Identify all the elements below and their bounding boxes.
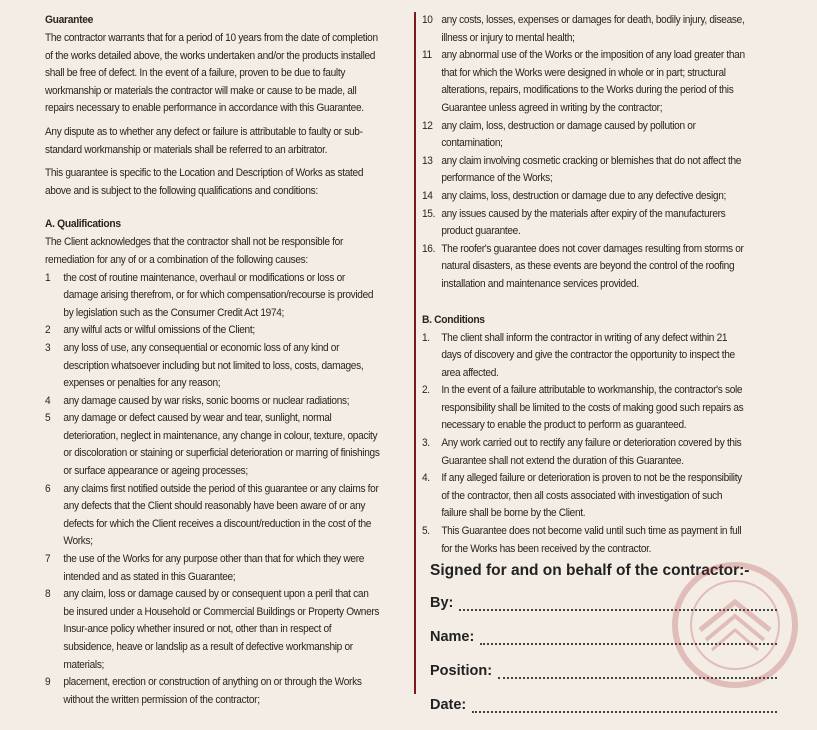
item-text: any loss of use, any consequential or economic loss of any kind or description whatsoever including but not limited to loss, costs, damages, expenses or penalties for any reason;: [63, 341, 364, 390]
item-text: any costs, losses, expenses or damages for death, bodily injury, disease, illness or injury to mental health;: [441, 14, 745, 44]
item-number: 4: [45, 394, 51, 407]
item-text: any claim, loss, destruction or damage caused by pollution or contamination;: [441, 119, 696, 150]
condition-item: [422, 435, 749, 470]
item-text: the use of the Works for any purpose other than that for which they were intended and as stated in this Guarantee;: [63, 553, 365, 583]
item-number: 11: [422, 49, 432, 62]
condition-item: [422, 382, 749, 435]
item-text: any claims first notified outside the period of this guarantee or any claims for any defects that the Client should reasonably have been aware of or any defects for which the Client receives a discount/reduction in the cost of the Works;: [63, 482, 379, 548]
guarantee-paragraph-2: Any dispute as to whether any defect or failure is attributable to faulty or sub-standard workmanship or materials shall be referred to an arbitrator.: [45, 125, 363, 156]
item-number: 8: [45, 588, 51, 601]
item-text: In the event of a failure attributable to workmanship, the contractor's sole responsibility shall be limited to the costs of making good such repairs as necessary to enable the product to perform as guaranteed.: [441, 384, 744, 432]
item-text: placement, erection or construction of anything on or through the Works without the written permission of the contractor;: [63, 676, 362, 706]
item-number: 3.: [422, 437, 430, 450]
qualification-item: [45, 410, 381, 480]
seal-watermark-icon: [670, 560, 800, 690]
condition-item: [422, 470, 749, 523]
date-line[interactable]: [472, 699, 777, 713]
by-label: By:: [430, 595, 454, 612]
item-text: any issues caused by the materials after expiry of the manufacturers product guarantee.: [441, 207, 726, 238]
item-number: 4.: [422, 472, 430, 485]
qualification-item: [422, 118, 749, 153]
position-label: Position:: [430, 663, 493, 680]
name-label: Name:: [430, 629, 475, 646]
item-text: This Guarantee does not become valid until such time as payment in full for the Works has been received by the contractor.: [441, 525, 742, 555]
qualification-item: [45, 586, 381, 674]
condition-item: [422, 330, 749, 383]
guarantee-paragraph-3: This guarantee is specific to the Location and Description of Works as stated above and is subject to the following qualifications and conditions:: [45, 167, 364, 197]
qualification-item: [422, 188, 749, 206]
item-number: 16.: [422, 242, 436, 255]
item-text: any abnormal use of the Works or the imposition of any load greater than that for which the Works were designed in whole or in part; structural alterations, repairs, modifications to the Works during the period of this Guarantee unless agreed in writing by the contractor;: [441, 49, 745, 114]
item-number: 13: [422, 154, 433, 167]
item-number: 10: [422, 14, 433, 26]
item-text: any claim involving cosmetic cracking or blemishes that do not affect the performance of the Works;: [441, 154, 742, 185]
item-text: any damage or defect caused by wear and tear, sunlight, normal deterioration, neglect in maintenance, any change in colour, texture, opacity or discoloration or staining or superficial deterioration or marring of finishings or surface appearance or ageing processes;: [63, 412, 380, 478]
signature-heading: Signed for and on behalf of the contractor:-: [430, 562, 750, 580]
qualification-item: [45, 481, 381, 551]
item-text: Any work carried out to rectify any failure or deterioration covered by this Guarantee shall not extend the duration of this Guarantee.: [441, 437, 742, 467]
left-column: [45, 12, 410, 709]
qualification-item: [45, 393, 381, 411]
guarantee-title: Guarantee: [45, 14, 94, 26]
date-label: Date:: [430, 697, 467, 714]
qualifications-title: A. Qualifications: [45, 218, 121, 231]
item-text: The roofer's guarantee does not cover damages resulting from storms or natural disasters, as these events are beyond the control of the roofing installation and maintenance services provided.: [441, 242, 744, 290]
item-text: If any alleged failure or deterioration is proven to not be the responsibility of the contractor, then all costs associated with investigation of such failure shall be borne by the Client.: [441, 472, 742, 520]
qualifications-intro: The Client acknowledges that the contractor shall not be responsible for remediation for any of or a combination of the following causes:: [45, 236, 344, 266]
column-divider: [414, 12, 416, 694]
qualification-item: [45, 674, 381, 709]
item-text: the cost of routine maintenance, overhaul or modifications or loss or damage arising therefrom, or for which compensation/recourse is provided by legislation such as the Consumer Credit Act 1974;: [63, 271, 374, 319]
qualification-item: [422, 12, 749, 47]
qualification-item: [422, 206, 749, 241]
date-field[interactable]: [430, 696, 777, 713]
item-number: 6: [45, 482, 51, 495]
qualification-item: [45, 322, 381, 340]
qualification-item: [422, 47, 749, 117]
item-number: 2.: [422, 384, 430, 397]
qualification-item: [45, 340, 381, 393]
item-text: any wilful acts or wilful omissions of the Client;: [63, 324, 255, 337]
guarantee-paragraph-1: The contractor warrants that for a period of 10 years from the date of completion of the works detailed above, the works undertaken and/or the products installed shall be free of defect. In the event of a failure, proven to be due to faulty workmanship or materials the contractor will make or cause to be made, all repairs necessary to enable performance in accordance with this Guarantee.: [45, 32, 378, 115]
qualification-item: [422, 153, 749, 188]
item-number: 7: [45, 553, 51, 566]
qualification-item: [45, 551, 381, 586]
conditions-title: B. Conditions: [422, 313, 485, 326]
item-number: 12: [422, 119, 433, 132]
item-number: 5.: [422, 525, 430, 538]
qualification-item: [45, 270, 381, 323]
item-number: 1.: [422, 331, 430, 344]
item-text: any claims, loss, destruction or damage due to any defective design;: [441, 189, 727, 202]
item-number: 1: [45, 271, 51, 284]
qualification-item: [422, 241, 749, 294]
item-text: The client shall inform the contractor in writing of any defect within 21 days of discovery and give the contractor the opportunity to inspect the area affected.: [441, 331, 735, 379]
item-number: 9: [45, 676, 51, 689]
item-number: 15.: [422, 207, 436, 220]
item-text: any damage caused by war risks, sonic booms or nuclear radiations;: [63, 394, 350, 407]
condition-item: [422, 523, 749, 558]
item-text: any claim, loss or damage caused by or consequent upon a peril that can be insured under a Household or Commercial Buildings or Property Owners Insur-ance policy whether insured or not, other than in respect of subsidence, heave or landslip as a result of defective workmanship or materials;: [63, 588, 380, 671]
item-number: 3: [45, 341, 51, 354]
item-number: 2: [45, 324, 51, 337]
item-number: 5: [45, 412, 51, 425]
item-number: 14: [422, 189, 433, 202]
